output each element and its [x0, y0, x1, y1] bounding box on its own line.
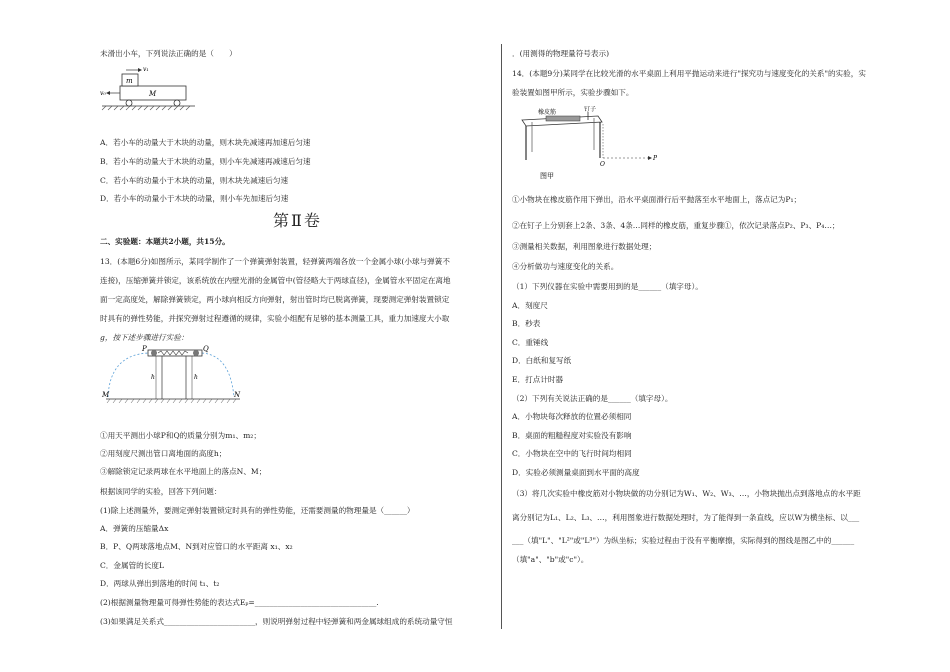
- section-header: 二、实验题：本题共2小题，共15分。: [100, 237, 230, 246]
- distance-arrowhead: [648, 156, 652, 160]
- q14-sub2-option-d: D．实验必须测量桌面到水平面的高度: [512, 468, 640, 477]
- v0-label: v₀: [100, 90, 106, 97]
- label-h-right: h: [194, 374, 198, 381]
- q13-step-1: ①用天平测出小球P和Q的质量分别为m₁、m₂；: [100, 431, 261, 440]
- q14-step-2: ②在钉子上分别套上2条、3条、4条…同样的橡皮筋，重复步骤①，依次记录落点P₂、P₃、P₄…；: [512, 221, 840, 230]
- rubber-band: [546, 116, 580, 121]
- q13-sub2: (2)根据测量物理量可得弹性势能的表达式Eₚ=________________________________.: [100, 598, 379, 607]
- q14-step-3: ③测量相关数据，利用图象进行数据处理；: [512, 242, 657, 251]
- ground-hatch: [107, 399, 236, 403]
- q14-sub2: （2）下列有关说法正确的是______（填字母）。: [512, 394, 673, 403]
- q13-sub1-option-d: D．两球从弹出到落地的时间 t₁、t₂: [100, 579, 220, 588]
- label-p-point: P: [653, 155, 658, 162]
- trajectory-left: [108, 353, 148, 397]
- figure-caption: 图甲: [540, 172, 554, 180]
- q14-sub1-option-b: B．秒表: [512, 319, 541, 328]
- q13-step-2: ②用刻度尺测出管口离地面的高度h；: [100, 449, 227, 458]
- q13-tail-text: ．(用测得的物理量符号表示): [512, 49, 610, 58]
- q14-sub1: （1）下列仪器在实验中需要用到的是______（填字母）。: [512, 282, 703, 291]
- q14-sub3-line: ___（填"L"、"L²"或"L³"）为纵坐标；实验过程由于没有平衡摩擦，实际得到的图线是图乙中的______: [512, 536, 855, 545]
- q14-line: 14．(本题9分)某同学在比较光滑的水平桌面上利用平抛运动来进行"探究功与速度变化的关系"的实验，实: [512, 69, 866, 78]
- label-nail: 钉子: [584, 106, 597, 113]
- q14-sub1-option-c: C．重锤线: [512, 338, 549, 347]
- q13-sub1-option-c: C．金属管的长度L: [100, 561, 165, 570]
- cart-wheel-right: [174, 100, 180, 106]
- table-figure: [516, 106, 666, 182]
- q14-step-1: ①小物块在橡皮筋作用下弹出，沿水平桌面滑行后平抛落至水平地面上，落点记为P₁；: [512, 195, 802, 204]
- v1-label: v₁: [143, 66, 149, 73]
- q13-line: g，按下述步骤进行实验：: [100, 333, 189, 342]
- v0-arrowhead: [106, 91, 110, 95]
- ball-q: [193, 350, 199, 356]
- block-label: m: [126, 77, 133, 85]
- ground-hatch: [102, 106, 190, 110]
- q14-sub2-option-b: B．桌面的粗糙程度对实验没有影响: [512, 431, 632, 440]
- cart-label: M: [149, 90, 157, 98]
- cart-figure: [100, 62, 210, 112]
- label-rubber-band: 橡皮筋: [538, 109, 557, 116]
- q12-tail-text: 未滑出小车，下列说法正确的是（ ）: [100, 49, 237, 58]
- q13-sub1: (1)除上述测量外，要测定弹射装置锁定时具有的弹性势能，还需要测量的物理量是（______）: [100, 506, 415, 515]
- label-p: P: [142, 345, 147, 353]
- q14-sub2-option-c: C．小物块在空中的飞行时间均相同: [512, 449, 632, 458]
- section-title: 第Ⅱ卷: [273, 211, 322, 230]
- label-o: O: [600, 161, 605, 168]
- v1-arrowhead: [138, 68, 142, 72]
- label-q: Q: [203, 345, 209, 353]
- q12-option-c: C．若小车的动量小于木块的动量，则木块先减速后匀速: [100, 176, 289, 185]
- q13-sub3: (3)如果满足关系式________________________，则说明弹射过程中轻弹簧和两金属球组成的系统动量守恒: [100, 617, 453, 626]
- q13-step-3: ③解除锁定记录两球在水平地面上的落点N、M；: [100, 467, 267, 476]
- q14-sub2-option-a: A．小物块每次释放的位置必须相同: [512, 412, 632, 421]
- q12-option-a: A．若小车的动量大于木块的动量，则木块先减速再加速后匀速: [100, 138, 311, 147]
- q14-sub3-line: 离分别记为L₁、L₂、L₃、…，利用图象进行数据处理时，为了能得到一条直线，应以W为横坐标、以___: [512, 513, 860, 522]
- q14-sub3-line: （3）将几次实验中橡皮筋对小物块做的功分别记为W₁、W₂、W₃、…，小物块抛出点到落地点的水平距: [512, 489, 861, 498]
- q13-line: 13．(本题6分)如图所示，某同学制作了一个弹簧弹射装置，轻弹簧两端各放一个金属小球(小球与弹簧不: [100, 257, 450, 266]
- q13-line: 面一定高度处，解除弹簧锁定，两小球向相反方向弹射，射出管时均已脱离弹簧，现要测定弹射装置锁定: [100, 295, 450, 304]
- label-n-point: N: [234, 391, 241, 399]
- cart-wheel-left: [126, 100, 132, 106]
- q13-line: 时具有的弹性势能，并探究弹射过程遵循的规律，实验小组配有足够的基本测量工具，重力加速度大小取: [100, 314, 450, 323]
- column-divider: [501, 44, 502, 629]
- q14-sub1-option-e: E．打点计时器: [512, 375, 564, 384]
- q13-ask: 根据该同学的实验，回答下列问题：: [100, 487, 222, 496]
- q12-option-d: D．若小车的动量小于木块的动量，则小车先加速后匀速: [100, 194, 289, 203]
- trajectory-right: [202, 353, 234, 397]
- q13-sub1-option-a: A．弹簧的压缩量Δx: [100, 524, 169, 533]
- label-m-point: M: [102, 391, 110, 399]
- label-h-left: h: [151, 374, 155, 381]
- q14-line: 验装置如图甲所示，实验步骤如下。: [512, 88, 634, 97]
- q12-option-b: B．若小车的动量大于木块的动量，则小车先减速再减速后匀速: [100, 157, 311, 166]
- q14-step-4: ④分析做功与速度变化的关系。: [512, 262, 619, 271]
- q14-sub3-line: （填"a"、"b"或"c"）。: [512, 555, 589, 564]
- tube-figure: [100, 345, 250, 407]
- q14-sub1-option-d: D．白纸和复写纸: [512, 356, 572, 365]
- q13-sub1-option-b: B．P、Q两球落地点M、N到对应管口的水平距离 x₁、x₂: [100, 542, 293, 551]
- ball-p: [151, 350, 157, 356]
- q13-line: 连接)，压缩弹簧并锁定，该系统放在内壁光滑的金属管中(管径略大于两球直径)，金属管水平固定在离地: [100, 276, 451, 285]
- q14-sub1-option-a: A．刻度尺: [512, 301, 548, 310]
